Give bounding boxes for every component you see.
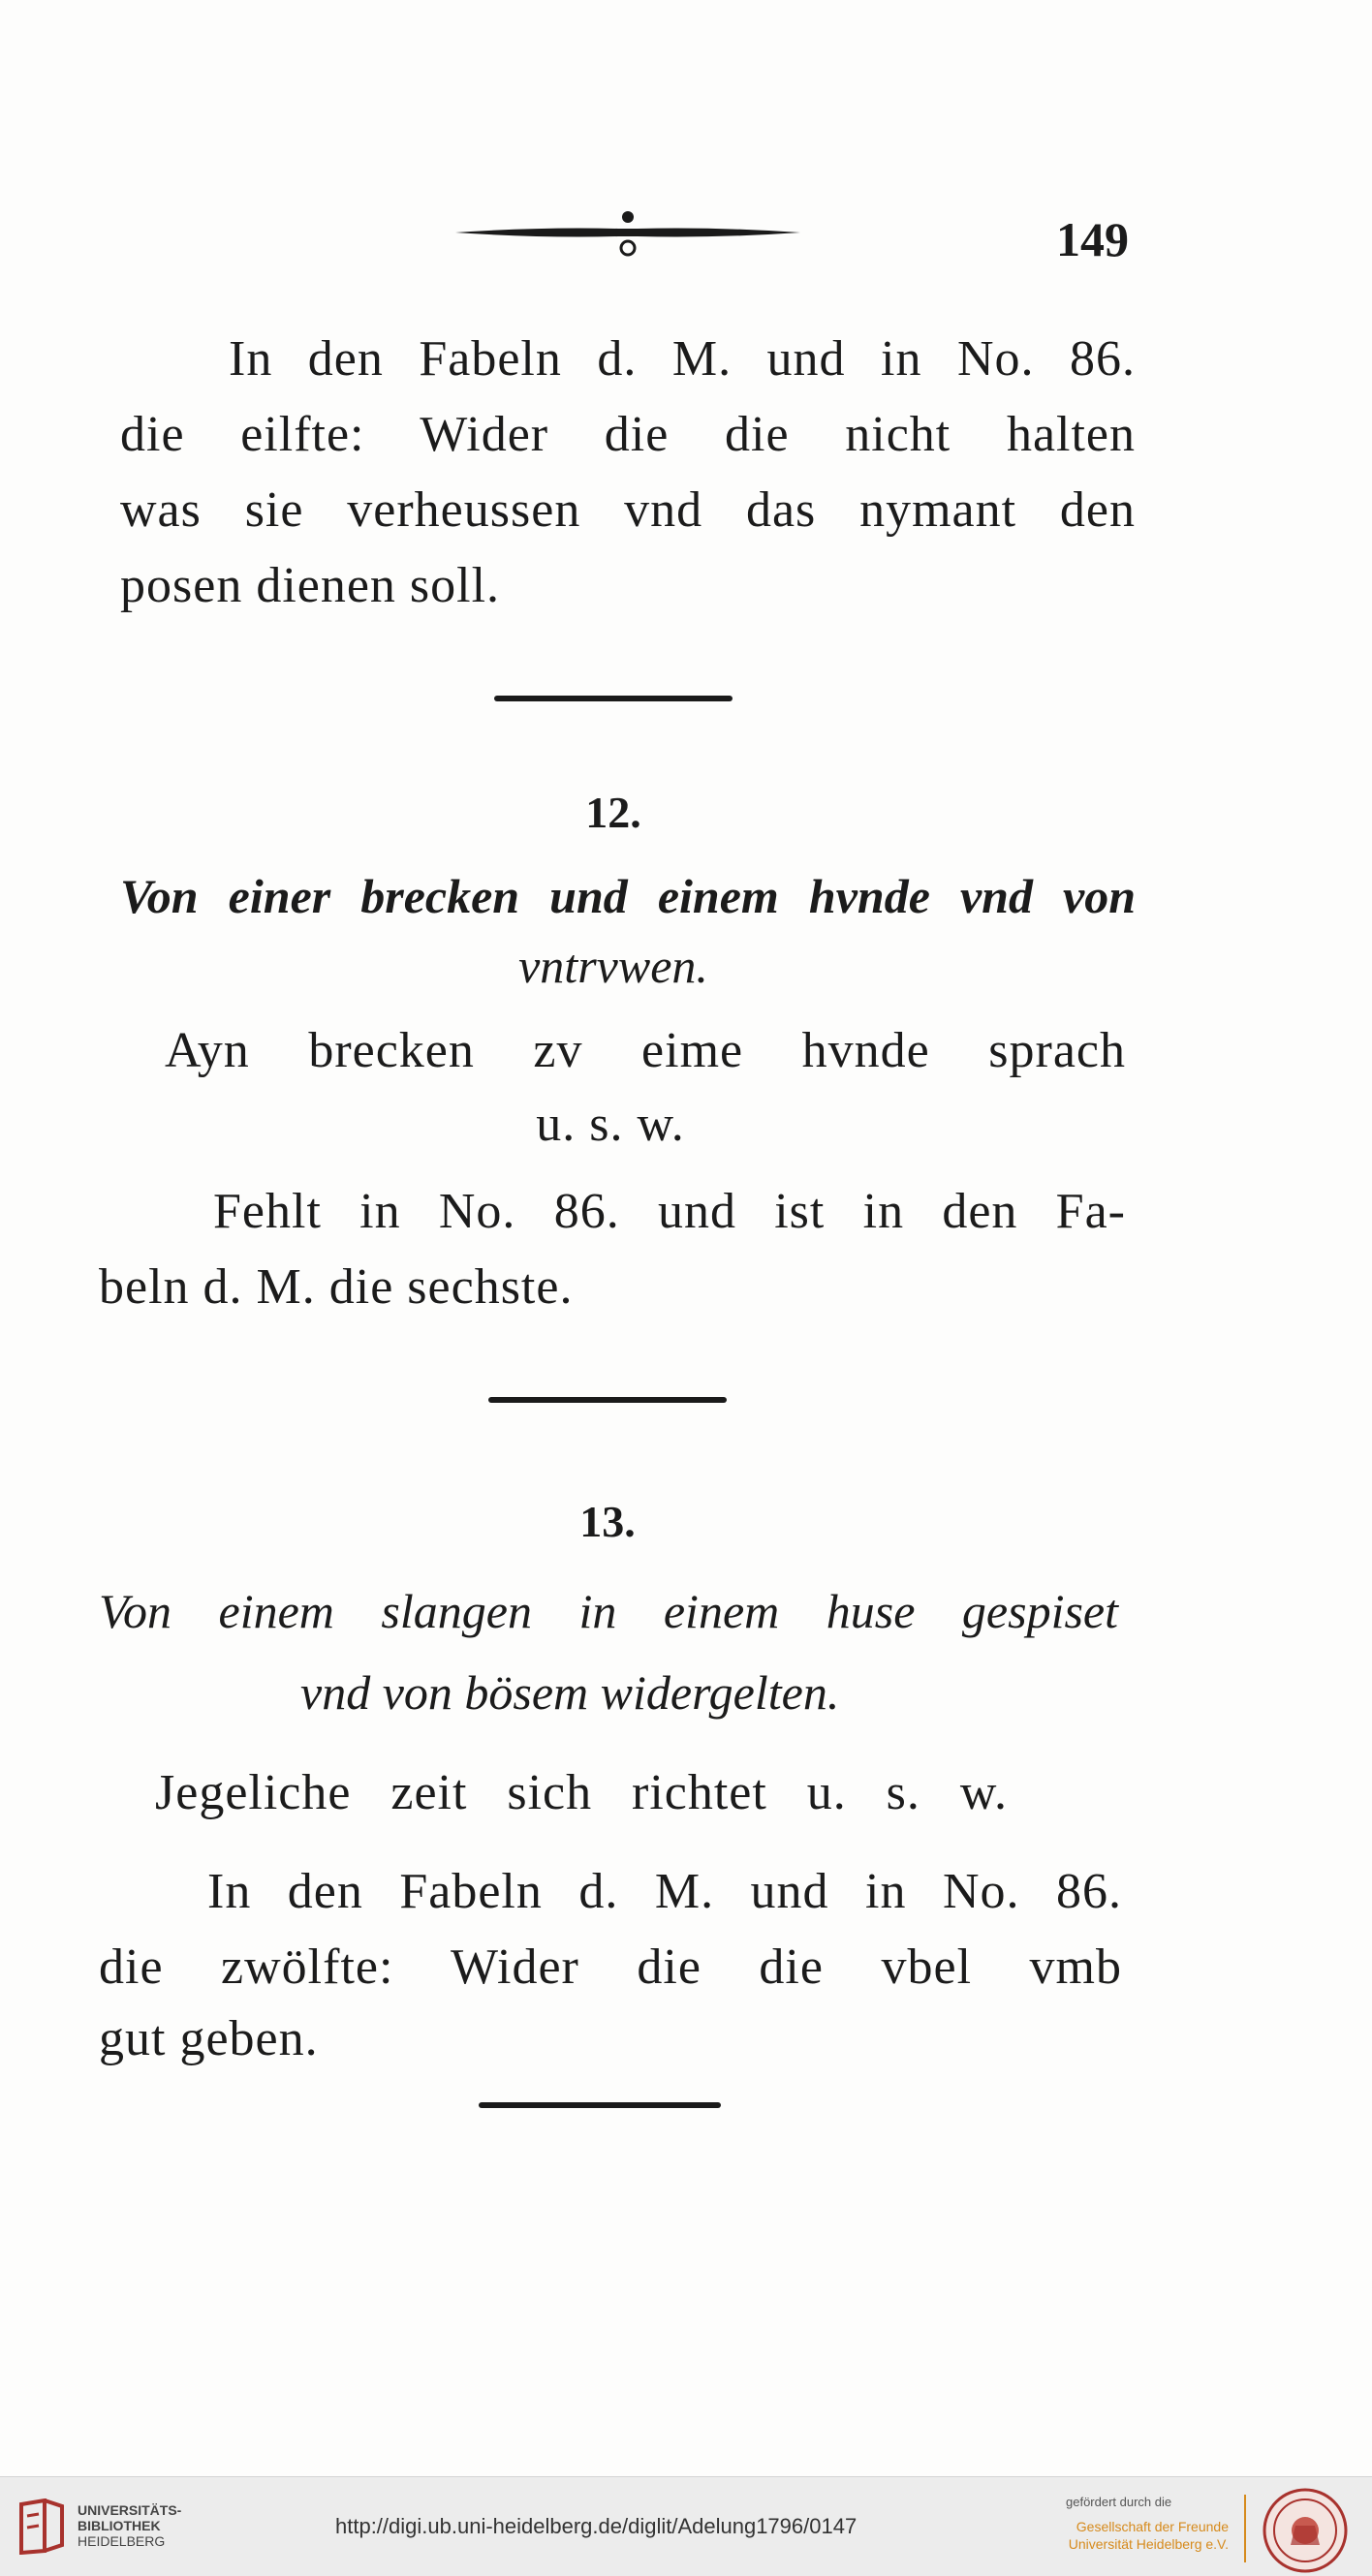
section-title: vnd von bösem widergelten. — [300, 1665, 840, 1720]
library-name: UNIVERSITÄTS- BIBLIOTHEK HEIDELBERG — [78, 2502, 182, 2549]
incipit-line: Jegeliche zeit sich richtet u. s. w. — [155, 1765, 1008, 1820]
section-number: 13. — [579, 1497, 636, 1546]
permalink[interactable]: http://digi.ub.uni-heidelberg.de/diglit/Adelung1796/0147 — [335, 2514, 858, 2538]
paragraph-line: posen dienen soll. — [120, 558, 501, 613]
note-line: beln d. M. die sechste. — [99, 1259, 574, 1315]
page-number: 149 — [1056, 212, 1129, 266]
note-line: In den Fabeln d. M. und in No. 86. — [207, 1864, 1122, 1919]
section-number: 12. — [585, 788, 641, 837]
university-seal-icon[interactable] — [1262, 2487, 1349, 2574]
footer-bar — [0, 2476, 1372, 2576]
footer-separator — [1244, 2495, 1246, 2562]
section-divider — [479, 2102, 721, 2108]
library-logo-icon[interactable] — [17, 2498, 66, 2555]
sponsor-label: gefördert durch die — [1066, 2495, 1172, 2509]
paragraph-line: was sie verheussen vnd das nymant den — [120, 482, 1136, 538]
section-divider — [488, 1397, 727, 1403]
note-line: gut geben. — [99, 2011, 319, 2066]
note-line: die zwölfte: Wider die die vbel vmb — [99, 1940, 1122, 1995]
section-title: vntrvwen. — [518, 939, 708, 993]
section-title: Von einer brecken und einem hvnde vnd von — [120, 869, 1136, 923]
paragraph-line: In den Fabeln d. M. und in No. 86. — [229, 331, 1136, 387]
sponsor-name[interactable]: Gesellschaft der Freunde Universität Heidelberg e.V. — [1068, 2519, 1229, 2552]
header-ornament — [453, 203, 802, 262]
section-divider — [494, 696, 733, 701]
paragraph-line: die eilfte: Wider die die nicht halten — [120, 407, 1136, 462]
note-line: Fehlt in No. 86. und ist in den Fa- — [213, 1184, 1126, 1239]
section-title: Von einem slangen in einem huse gespiset — [99, 1584, 1118, 1638]
incipit-line: u. s. w. — [536, 1097, 685, 1152]
incipit-line: Ayn brecken zv eime hvnde sprach — [165, 1023, 1126, 1078]
